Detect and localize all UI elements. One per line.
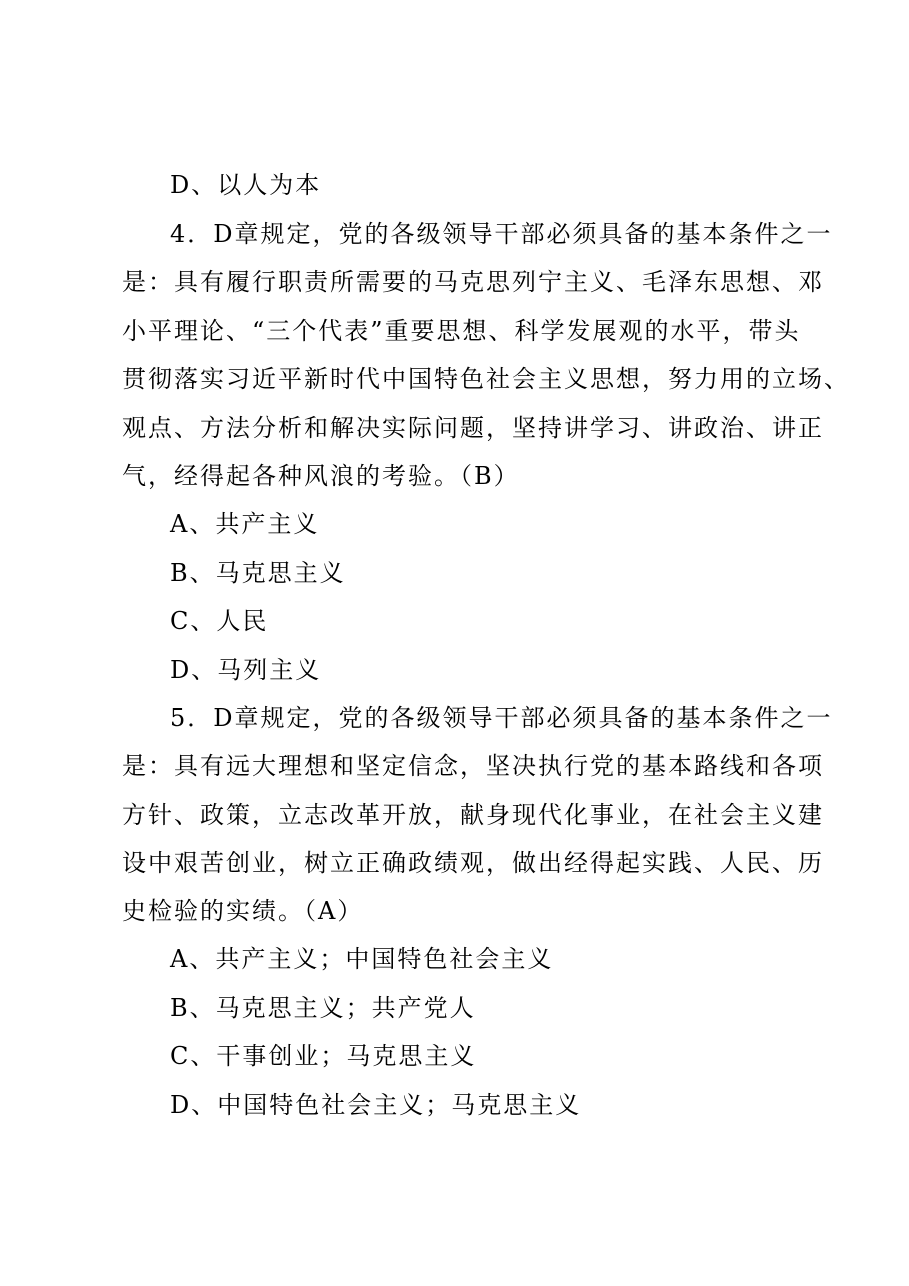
q5-option-d: D、中国特色社会主义；马克思主义 — [170, 1091, 582, 1119]
q4-stem-line-2: 是：具有履行职责所需要的马克思列宁主义、毛泽东思想、邓 — [122, 268, 824, 296]
q4-option-c: C、人民 — [170, 607, 269, 635]
q5-option-b: B、马克思主义；共产党人 — [170, 994, 476, 1022]
q5-stem-line-4: 设中艰苦创业，树立正确政绩观，做出经得起实践、人民、历 — [122, 849, 824, 877]
q3-option-d: D、以人为本 — [170, 171, 322, 199]
q5-stem-line-3: 方针、政策，立志改革开放，献身现代化事业，在社会主义建 — [122, 801, 824, 829]
q4-option-d: D、马列主义 — [170, 656, 322, 684]
q5-option-c: C、干事创业；马克思主义 — [170, 1042, 477, 1070]
q4-option-a: A、共产主义 — [170, 510, 320, 538]
q4-stem-line-3: 小平理论、“三个代表”重要思想、科学发展观的水平，带头 — [122, 317, 801, 345]
q4-stem-line-4: 贯彻落实习近平新时代中国特色社会主义思想，努力用的立场、 — [122, 365, 850, 393]
q4-option-b: B、马克思主义 — [170, 559, 346, 587]
q5-stem-line-2: 是：具有远大理想和坚定信念，坚决执行党的基本路线和各项 — [122, 752, 824, 780]
q4-stem-line-5: 观点、方法分析和解决实际问题，坚持讲学习、讲政治、讲正 — [122, 414, 824, 442]
q5-stem-line-1: 5．D章规定，党的各级领导干部必须具备的基本条件之一 — [170, 704, 833, 732]
q4-stem-line-1: 4．D章规定，党的各级领导干部必须具备的基本条件之一 — [170, 220, 833, 248]
q4-stem-line-6: 气，经得起各种风浪的考验。（B） — [122, 462, 520, 490]
q5-stem-line-5: 史检验的实绩。（A） — [122, 897, 364, 925]
q5-option-a: A、共产主义；中国特色社会主义 — [170, 945, 554, 973]
